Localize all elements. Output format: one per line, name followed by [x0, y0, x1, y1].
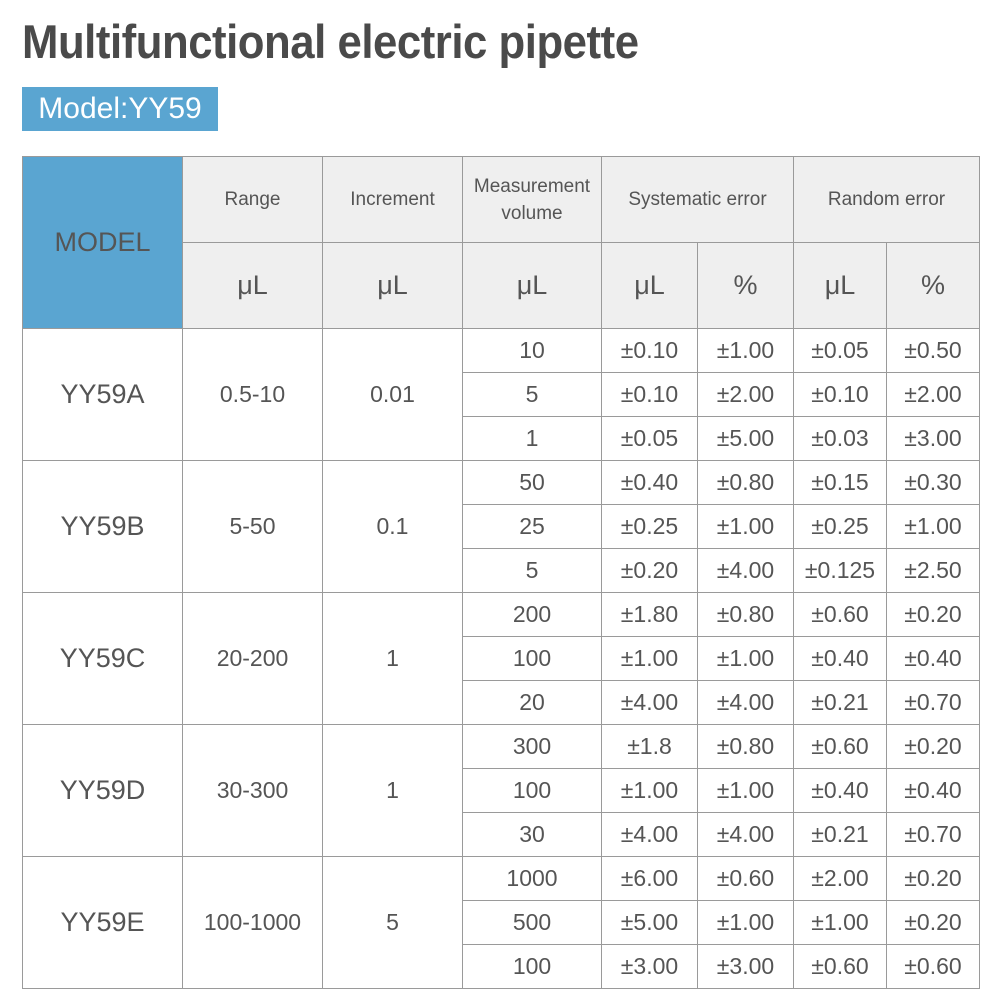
systematic-ul-cell: ±0.40: [602, 461, 698, 505]
systematic-pct-cell: ±0.80: [698, 725, 794, 769]
random-ul-cell: ±1.00: [794, 901, 887, 945]
header-random-error: Random error: [794, 157, 980, 243]
systematic-ul-cell: ±0.05: [602, 417, 698, 461]
random-ul-cell: ±0.21: [794, 681, 887, 725]
table-row: [23, 593, 980, 637]
random-pct-cell: ±0.50: [887, 329, 980, 373]
random-pct-cell: ±0.70: [887, 813, 980, 857]
volume-cell: 300: [463, 725, 602, 769]
systematic-pct-cell: ±4.00: [698, 549, 794, 593]
unit-random-ul: μL: [794, 243, 887, 329]
random-pct-cell: ±0.20: [887, 857, 980, 901]
systematic-ul-cell: ±5.00: [602, 901, 698, 945]
systematic-ul-cell: ±4.00: [602, 813, 698, 857]
header-increment: Increment: [323, 157, 463, 243]
systematic-pct-cell: ±4.00: [698, 813, 794, 857]
random-ul-cell: ±0.60: [794, 593, 887, 637]
random-pct-cell: ±0.20: [887, 593, 980, 637]
random-pct-cell: ±0.40: [887, 769, 980, 813]
random-pct-cell: ±2.00: [887, 373, 980, 417]
unit-systematic-pct: %: [698, 243, 794, 329]
random-pct-cell: ±2.50: [887, 549, 980, 593]
volume-cell: 100: [463, 769, 602, 813]
systematic-ul-cell: ±1.00: [602, 769, 698, 813]
random-ul-cell: ±0.15: [794, 461, 887, 505]
systematic-ul-cell: ±4.00: [602, 681, 698, 725]
spec-table: [22, 156, 980, 989]
volume-cell: 20: [463, 681, 602, 725]
range-cell: 0.5-10: [183, 329, 323, 461]
increment-cell: 0.1: [323, 461, 463, 593]
range-cell: 5-50: [183, 461, 323, 593]
random-ul-cell: ±0.10: [794, 373, 887, 417]
range-cell: 30-300: [183, 725, 323, 857]
random-pct-cell: ±0.60: [887, 945, 980, 989]
random-pct-cell: ±0.20: [887, 725, 980, 769]
unit-random-pct: %: [887, 243, 980, 329]
random-pct-cell: ±0.40: [887, 637, 980, 681]
systematic-pct-cell: ±1.00: [698, 505, 794, 549]
systematic-pct-cell: ±1.00: [698, 637, 794, 681]
random-ul-cell: ±0.25: [794, 505, 887, 549]
systematic-ul-cell: ±0.25: [602, 505, 698, 549]
unit-systematic-ul: μL: [602, 243, 698, 329]
volume-cell: 1: [463, 417, 602, 461]
table-row: [23, 725, 980, 769]
header-measurement-volume: Measurement volume: [463, 157, 602, 243]
systematic-ul-cell: ±0.20: [602, 549, 698, 593]
volume-cell: 100: [463, 945, 602, 989]
volume-cell: 25: [463, 505, 602, 549]
volume-cell: 10: [463, 329, 602, 373]
systematic-pct-cell: ±0.60: [698, 857, 794, 901]
random-pct-cell: ±1.00: [887, 505, 980, 549]
random-ul-cell: ±0.05: [794, 329, 887, 373]
header-systematic-error: Systematic error: [602, 157, 794, 243]
volume-cell: 5: [463, 373, 602, 417]
increment-cell: 1: [323, 593, 463, 725]
increment-cell: 0.01: [323, 329, 463, 461]
random-ul-cell: ±0.60: [794, 725, 887, 769]
systematic-ul-cell: ±1.00: [602, 637, 698, 681]
volume-cell: 30: [463, 813, 602, 857]
systematic-pct-cell: ±3.00: [698, 945, 794, 989]
systematic-ul-cell: ±0.10: [602, 329, 698, 373]
random-ul-cell: ±0.21: [794, 813, 887, 857]
volume-cell: 50: [463, 461, 602, 505]
volume-cell: 100: [463, 637, 602, 681]
systematic-pct-cell: ±1.00: [698, 329, 794, 373]
systematic-pct-cell: ±1.00: [698, 769, 794, 813]
header-range: Range: [183, 157, 323, 243]
random-pct-cell: ±3.00: [887, 417, 980, 461]
table-row: [23, 461, 980, 505]
model-badge: Model:YY59: [22, 87, 218, 131]
increment-cell: 5: [323, 857, 463, 989]
model-cell: YY59A: [23, 329, 183, 461]
systematic-pct-cell: ±5.00: [698, 417, 794, 461]
unit-range: μL: [183, 243, 323, 329]
range-cell: 20-200: [183, 593, 323, 725]
model-cell: YY59D: [23, 725, 183, 857]
systematic-pct-cell: ±0.80: [698, 593, 794, 637]
model-cell: YY59B: [23, 461, 183, 593]
systematic-pct-cell: ±0.80: [698, 461, 794, 505]
volume-cell: 200: [463, 593, 602, 637]
volume-cell: 500: [463, 901, 602, 945]
random-pct-cell: ±0.70: [887, 681, 980, 725]
random-ul-cell: ±0.03: [794, 417, 887, 461]
table-row: [23, 857, 980, 901]
systematic-ul-cell: ±1.80: [602, 593, 698, 637]
header-row-labels: [23, 157, 980, 243]
systematic-pct-cell: ±1.00: [698, 901, 794, 945]
unit-volume: μL: [463, 243, 602, 329]
header-model: MODEL: [23, 157, 183, 329]
systematic-pct-cell: ±2.00: [698, 373, 794, 417]
range-cell: 100-1000: [183, 857, 323, 989]
random-pct-cell: ±0.20: [887, 901, 980, 945]
random-ul-cell: ±0.40: [794, 769, 887, 813]
increment-cell: 1: [323, 725, 463, 857]
random-ul-cell: ±0.60: [794, 945, 887, 989]
volume-cell: 1000: [463, 857, 602, 901]
random-ul-cell: ±0.40: [794, 637, 887, 681]
random-pct-cell: ±0.30: [887, 461, 980, 505]
model-cell: YY59C: [23, 593, 183, 725]
model-cell: YY59E: [23, 857, 183, 989]
systematic-ul-cell: ±0.10: [602, 373, 698, 417]
systematic-ul-cell: ±1.8: [602, 725, 698, 769]
volume-cell: 5: [463, 549, 602, 593]
table-row: [23, 329, 980, 373]
random-ul-cell: ±2.00: [794, 857, 887, 901]
unit-increment: μL: [323, 243, 463, 329]
systematic-ul-cell: ±6.00: [602, 857, 698, 901]
systematic-pct-cell: ±4.00: [698, 681, 794, 725]
page-title: Multifunctional electric pipette: [22, 15, 639, 68]
systematic-ul-cell: ±3.00: [602, 945, 698, 989]
random-ul-cell: ±0.125: [794, 549, 887, 593]
